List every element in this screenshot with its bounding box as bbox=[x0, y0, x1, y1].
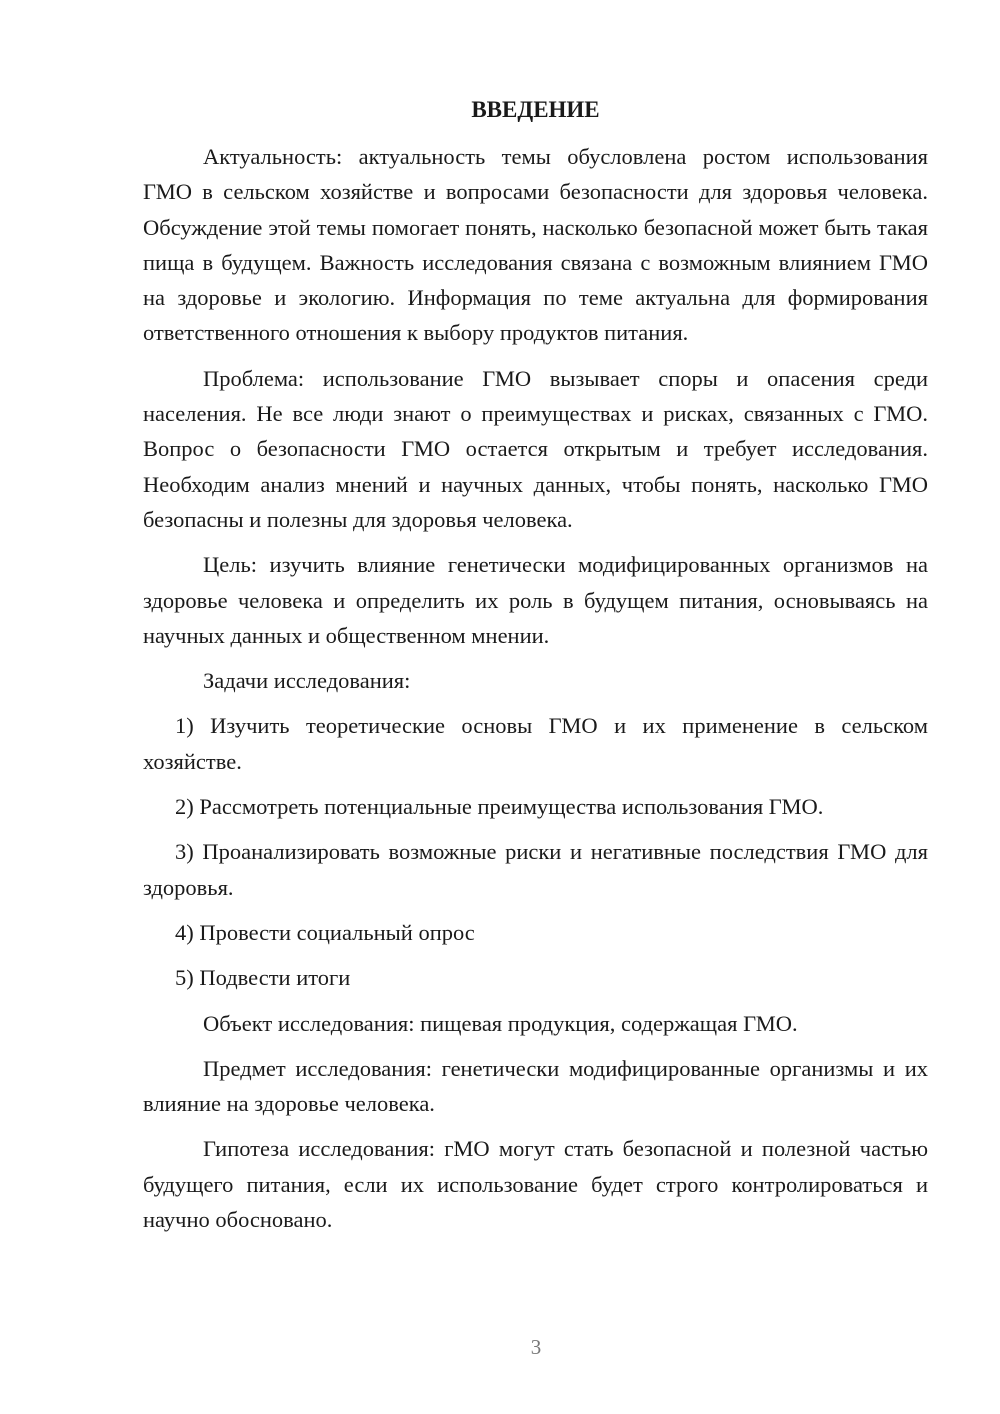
problem-paragraph: Проблема: использование ГМО вызывает споры и опасения среди населения. Не все люди знают о преимуществах и рисках, связанных с ГМО. Вопрос о безопасности ГМО остается открытым и требует исследования. Необходим анализ мнений и научных данных, чтобы понять, насколько ГМО безопасны и полезны для здоровья человека. bbox=[143, 365, 928, 532]
subject-paragraph: Предмет исследования: генетически модифицированные организмы и их влияние на здоровье человека. bbox=[143, 1055, 928, 1117]
relevance-paragraph: Актуальность: актуальность темы обусловлена ростом использования ГМО в сельском хозяйстве и вопросами безопасности для здоровья человека. Обсуждение этой темы помогает понять, насколько безопасной может быть такая пища в будущем. Важность исследования связана с возможным влиянием ГМО на здоровье и экологию. Информация по теме актуальна для формирования ответственного отношения к выбору продуктов питания. bbox=[143, 144, 928, 346]
task-item-5: 5) Подвести итоги bbox=[175, 965, 351, 991]
task-item-1: 1) Изучить теоретические основы ГМО и их применение в сельском хозяйстве. bbox=[143, 713, 928, 774]
task-item-3: 3) Проанализировать возможные риски и негативные последствия ГМО для здоровья. bbox=[143, 839, 928, 900]
page-number: 3 bbox=[530, 1335, 542, 1359]
page-content bbox=[143, 92, 928, 1247]
tasks-heading: Задачи исследования: bbox=[203, 668, 411, 694]
object-paragraph: Объект исследования: пищевая продукция, содержащая ГМО. bbox=[203, 1010, 798, 1036]
section-heading: ВВЕДЕНИЕ bbox=[471, 97, 600, 122]
hypothesis-paragraph: Гипотеза исследования: гМО могут стать безопасной и полезной частью будущего питания, если их использование будет строго контролироваться и научно обосновано. bbox=[143, 1136, 928, 1233]
task-item-4: 4) Провести социальный опрос bbox=[175, 919, 475, 945]
task-item-2: 2) Рассмотреть потенциальные преимущества использования ГМО. bbox=[175, 794, 824, 820]
goal-paragraph: Цель: изучить влияние генетически модифицированных организмов на здоровье человека и определить их роль в будущем питания, основываясь на научных данных и общественном мнении. bbox=[143, 552, 928, 648]
